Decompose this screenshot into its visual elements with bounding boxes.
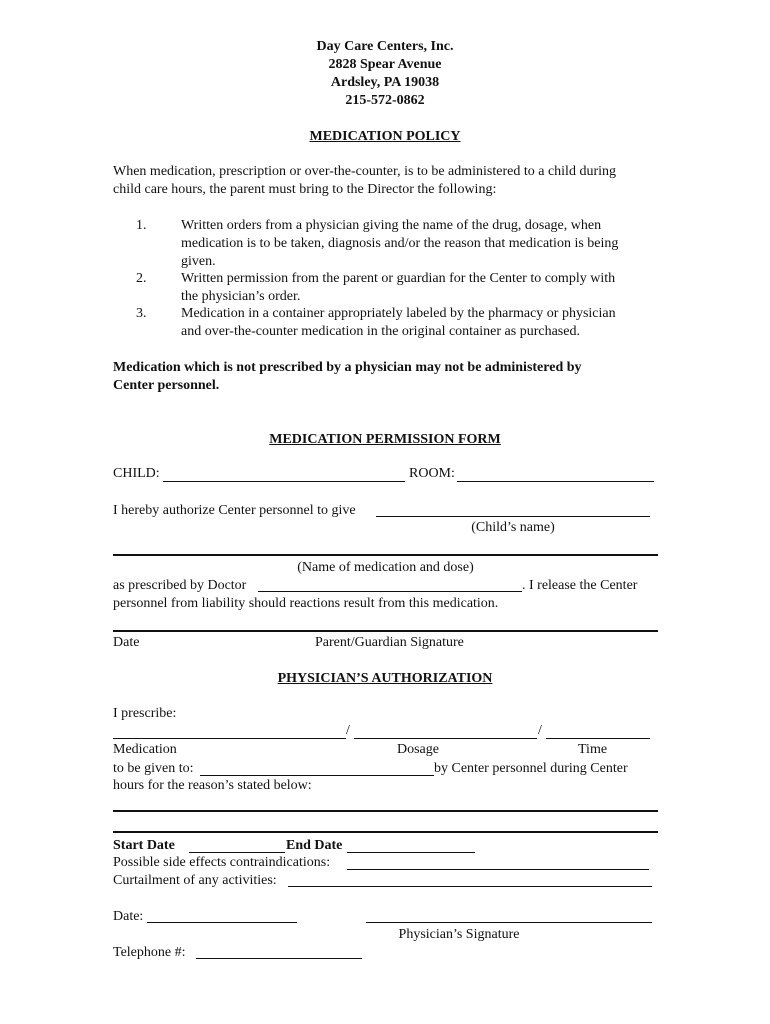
- company-phone: 215-572-0862: [345, 93, 425, 108]
- physician-signature-field[interactable]: [366, 922, 652, 923]
- slash: /: [346, 723, 350, 738]
- dosage-field[interactable]: [354, 738, 537, 739]
- permission-form-title: MEDICATION PERMISSION FORM: [269, 432, 501, 447]
- room-label: ROOM:: [409, 466, 455, 481]
- child-field[interactable]: [163, 481, 405, 482]
- doctor-field[interactable]: [258, 591, 522, 592]
- policy-warning-line1: Medication which is not prescribed by a physician may not be administered by: [113, 360, 582, 375]
- curtailment-field[interactable]: [288, 886, 652, 887]
- medication-dose-line[interactable]: [113, 554, 658, 556]
- list-item-text: Written orders from a physician giving the name of the drug, dosage, when: [181, 218, 602, 233]
- medication-label: Medication: [113, 742, 177, 757]
- prescribe-label: I prescribe:: [113, 706, 177, 721]
- list-item-text: given.: [181, 254, 216, 269]
- start-date-label: Start Date: [113, 838, 175, 853]
- medication-field[interactable]: [113, 738, 346, 739]
- list-item-text: medication is to be taken, diagnosis and/or the reason that medication is being: [181, 236, 619, 251]
- slash: /: [538, 723, 542, 738]
- telephone-label: Telephone #:: [113, 945, 186, 960]
- physician-signature-label: Physician’s Signature: [398, 927, 520, 942]
- policy-title: MEDICATION POLICY: [309, 129, 461, 144]
- list-item-text: Written permission from the parent or guardian for the Center to comply with: [181, 271, 616, 286]
- parent-signature-line[interactable]: [113, 630, 658, 632]
- authorize-text: I hereby authorize Center personnel to give: [113, 503, 356, 518]
- physician-auth-title: PHYSICIAN’S AUTHORIZATION: [277, 671, 493, 686]
- medication-dose-caption: (Name of medication and dose): [297, 560, 474, 575]
- policy-warning-line2: Center personnel.: [113, 378, 220, 393]
- list-item-number: 1.: [136, 218, 147, 233]
- hours-text: hours for the reason’s stated below:: [113, 778, 312, 793]
- given-to-label: to be given to:: [113, 761, 194, 776]
- company-street: 2828 Spear Avenue: [328, 57, 442, 72]
- time-field[interactable]: [546, 738, 650, 739]
- room-field[interactable]: [457, 481, 654, 482]
- list-item-text: the physician’s order.: [181, 289, 301, 304]
- reason-line[interactable]: [113, 810, 658, 812]
- physician-date-label: Date:: [113, 909, 144, 924]
- prescribed-by-label: as prescribed by Doctor: [113, 578, 247, 593]
- given-to-field[interactable]: [200, 775, 434, 776]
- company-city: Ardsley, PA 19038: [330, 75, 440, 90]
- policy-intro-line1: When medication, prescription or over-the-counter, is to be administered to a child during: [113, 164, 617, 179]
- liability-text: personnel from liability should reactions result from this medication.: [113, 596, 499, 611]
- physician-date-field[interactable]: [147, 922, 297, 923]
- list-item-text: and over-the-counter medication in the original container as purchased.: [181, 324, 580, 339]
- list-item-number: 3.: [136, 306, 147, 321]
- date-label: Date: [113, 635, 140, 650]
- dosage-label: Dosage: [397, 742, 439, 757]
- side-effects-field[interactable]: [347, 869, 649, 870]
- curtailment-label: Curtailment of any activities:: [113, 873, 277, 888]
- release-text: . I release the Center: [522, 578, 638, 593]
- list-item-text: Medication in a container appropriately labeled by the pharmacy or physician: [181, 306, 616, 321]
- company-name: Day Care Centers, Inc.: [316, 39, 454, 54]
- list-item-number: 2.: [136, 271, 147, 286]
- child-label: CHILD:: [113, 466, 160, 481]
- start-date-field[interactable]: [189, 852, 285, 853]
- parent-signature-label: Parent/Guardian Signature: [315, 635, 464, 650]
- by-center-text: by Center personnel during Center: [434, 761, 628, 776]
- childs-name-caption: (Child’s name): [471, 520, 555, 535]
- end-date-label: End Date: [286, 838, 343, 853]
- time-label: Time: [578, 742, 608, 757]
- childs-name-field[interactable]: [376, 516, 650, 517]
- side-effects-label: Possible side effects contraindications:: [113, 855, 331, 870]
- end-date-field[interactable]: [347, 852, 475, 853]
- telephone-field[interactable]: [196, 958, 362, 959]
- policy-intro-line2: child care hours, the parent must bring to the Director the following:: [113, 182, 497, 197]
- reason-line[interactable]: [113, 831, 658, 833]
